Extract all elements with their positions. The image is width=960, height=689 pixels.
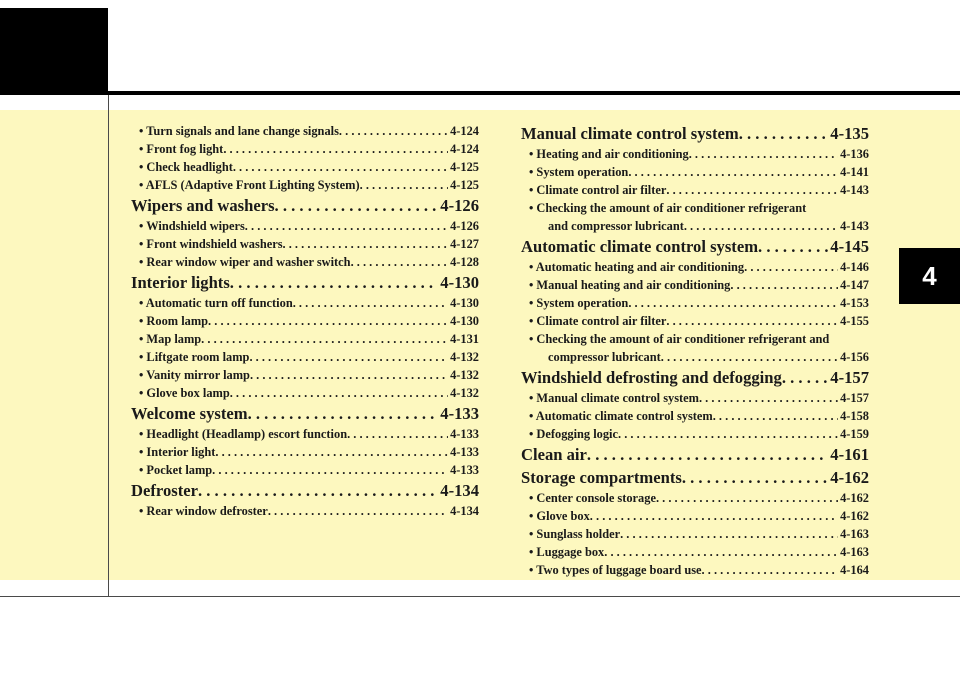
toc-entry-title: • Map lamp (139, 332, 202, 346)
dot-leader (198, 480, 438, 502)
toc-subsection-entry[interactable] (131, 140, 479, 158)
toc-page-number: 4-133 (450, 445, 479, 459)
toc-entry-title: • Defogging logic (529, 427, 618, 441)
toc-entry-title: • System operation (529, 296, 629, 310)
header-black-block (0, 8, 108, 94)
toc-page-number: 4-133 (440, 404, 479, 423)
toc-page-number: 4-133 (450, 463, 479, 477)
toc-page-number: 4-158 (840, 409, 869, 423)
toc-subsection-entry[interactable] (521, 276, 869, 294)
dot-leader (347, 425, 448, 443)
dot-leader (661, 348, 838, 366)
toc-entry-title: • Glove box lamp (139, 386, 230, 400)
toc-subsection-entry[interactable] (521, 181, 869, 199)
toc-page-number: 4-132 (450, 386, 479, 400)
toc-left-column (131, 122, 479, 520)
toc-entry-title: • Room lamp (139, 314, 209, 328)
toc-page-number: 4-157 (840, 391, 869, 405)
toc-subsection-entry[interactable] (521, 389, 869, 407)
toc-subsection-entry[interactable] (521, 561, 869, 579)
toc-entry-title: • Rear window defroster (139, 504, 268, 518)
header-rule (0, 91, 960, 95)
toc-page-number: 4-130 (440, 273, 479, 292)
toc-entry-title: • Windshield wipers (139, 219, 245, 233)
toc-entry-title: and compressor lubricant (548, 219, 684, 233)
toc-entry-title: • AFLS (Adaptive Front Lighting System) (139, 178, 360, 192)
dot-leader (758, 236, 828, 258)
dot-leader (684, 217, 838, 235)
toc-subsection-entry[interactable] (131, 158, 479, 176)
toc-page-number: 4-159 (840, 427, 869, 441)
dot-leader (268, 502, 448, 520)
toc-entry-title: • Check headlight (139, 160, 233, 174)
dot-leader (360, 176, 448, 194)
toc-entry-title: Automatic climate control system (521, 237, 759, 256)
toc-subsection-entry[interactable] (131, 294, 479, 312)
toc-subsection-entry[interactable] (131, 253, 479, 271)
dot-leader (245, 217, 448, 235)
toc-subsection-entry[interactable] (521, 489, 869, 507)
toc-subsection-entry[interactable] (521, 258, 869, 276)
toc-page-number: 4-155 (840, 314, 869, 328)
toc-page-number: 4-125 (450, 178, 479, 192)
dot-leader (618, 425, 838, 443)
dot-leader (248, 403, 439, 425)
toc-section-entry[interactable] (131, 195, 479, 217)
toc-entry-text: • Checking the amount of air conditioner refrigerant (529, 201, 807, 215)
toc-entry-title: • Automatic turn off function (139, 296, 293, 310)
dot-leader (208, 312, 448, 330)
toc-subsection-entry[interactable] (131, 461, 479, 479)
toc-subsection-entry[interactable] (521, 294, 869, 312)
toc-subsection-entry[interactable] (521, 145, 869, 163)
dot-leader (628, 294, 838, 312)
toc-page-number: 4-127 (450, 237, 479, 251)
toc-page-number: 4-156 (840, 350, 869, 364)
dot-leader (702, 561, 839, 579)
toc-section-entry[interactable] (521, 236, 869, 258)
toc-section-entry[interactable] (131, 403, 479, 425)
toc-subsection-entry[interactable] (131, 502, 479, 520)
toc-page-number: 4-161 (830, 445, 869, 464)
toc-subsection-entry[interactable] (521, 312, 869, 330)
toc-entry-title: Clean air (521, 445, 587, 464)
toc-page-number: 4-130 (450, 314, 479, 328)
toc-entry-title: • Manual climate control system (529, 391, 699, 405)
toc-entry-title: • Heating and air conditioning (529, 147, 689, 161)
toc-subsection-entry[interactable] (521, 507, 869, 525)
toc-page-number: 4-128 (450, 255, 479, 269)
dot-leader (250, 366, 448, 384)
dot-leader (739, 123, 829, 145)
toc-subsection-entry[interactable] (521, 163, 869, 181)
toc-page-number: 4-143 (840, 183, 869, 197)
toc-entry-title: Windshield defrosting and defogging (521, 368, 782, 387)
dot-leader (587, 444, 828, 466)
toc-page-number: 4-124 (450, 124, 479, 138)
toc-page-number: 4-135 (830, 124, 869, 143)
dot-leader (293, 294, 448, 312)
dot-leader (666, 312, 838, 330)
toc-page-number: 4-143 (840, 219, 869, 233)
dot-leader (656, 489, 838, 507)
toc-entry-title: compressor lubricant (548, 350, 661, 364)
toc-entry-title: Storage compartments (521, 468, 682, 487)
dot-leader (620, 525, 838, 543)
toc-page-number: 4-145 (830, 237, 869, 256)
toc-subsection-entry[interactable] (131, 235, 479, 253)
dot-leader (230, 272, 438, 294)
toc-subsection-entry[interactable] (131, 384, 479, 402)
toc-subsection-entry[interactable] (131, 366, 479, 384)
toc-page-number: 4-141 (840, 165, 869, 179)
toc-section-entry[interactable] (521, 123, 869, 145)
toc-page-number: 4-147 (840, 278, 869, 292)
dot-leader (730, 276, 838, 294)
toc-section-entry[interactable] (131, 480, 479, 502)
toc-page-number: 4-134 (440, 481, 479, 500)
toc-page-number: 4-134 (450, 504, 479, 518)
toc-entry-title: Defroster (131, 481, 198, 500)
toc-entry-title: • Rear window wiper and washer switch (139, 255, 351, 269)
toc-page-number: 4-131 (450, 332, 479, 346)
toc-entry-title: • Automatic heating and air conditioning (529, 260, 745, 274)
toc-entry-title: • Manual heating and air conditioning (529, 278, 731, 292)
toc-page-number: 4-162 (840, 491, 869, 505)
toc-entry-title: • Headlight (Headlamp) escort function (139, 427, 348, 441)
toc-entry-title: Interior lights (131, 273, 230, 292)
dot-leader (249, 348, 448, 366)
toc-entry-title: • Front fog light (139, 142, 224, 156)
toc-page-number: 4-163 (840, 527, 869, 541)
toc-entry-title: • Liftgate room lamp (139, 350, 250, 364)
toc-subsection-entry[interactable] (521, 348, 869, 366)
toc-page-number: 4-153 (840, 296, 869, 310)
dot-leader (275, 195, 439, 217)
dot-leader (689, 145, 838, 163)
dot-leader (339, 122, 448, 140)
toc-page-number: 4-125 (450, 160, 479, 174)
toc-subsection-entry[interactable] (131, 217, 479, 235)
toc-entry-title: Welcome system (131, 404, 248, 423)
toc-entry-text: • Checking the amount of air conditioner refrigerant and (529, 332, 830, 346)
toc-subsection-entry[interactable] (131, 176, 479, 194)
toc-page-number: 4-124 (450, 142, 479, 156)
toc-entry-title: Manual climate control system (521, 124, 739, 143)
toc-page-number: 4-157 (830, 368, 869, 387)
toc-entry-title: • Front windshield washers (139, 237, 283, 251)
toc-subsection-entry[interactable] (521, 407, 869, 425)
toc-entry-title: • Vanity mirror lamp (139, 368, 250, 382)
dot-leader (604, 543, 838, 561)
dot-leader (233, 158, 448, 176)
toc-section-entry[interactable] (521, 444, 869, 466)
toc-entry-title: • Pocket lamp (139, 463, 213, 477)
toc-page-number: 4-133 (450, 427, 479, 441)
dot-leader (230, 384, 448, 402)
dot-leader (215, 443, 448, 461)
toc-page-number: 4-126 (440, 196, 479, 215)
toc-entry-title: • Center console storage (529, 491, 656, 505)
dot-leader (682, 467, 828, 489)
toc-page-number: 4-162 (830, 468, 869, 487)
toc-subsection-entry[interactable] (131, 330, 479, 348)
toc-entry-title: • Climate control air filter (529, 314, 667, 328)
toc-entry-title: • Climate control air filter (529, 183, 667, 197)
left-margin-rule (108, 95, 109, 597)
toc-entry-title: • Glove box (529, 509, 590, 523)
toc-subsection-entry[interactable] (131, 348, 479, 366)
dot-leader (782, 367, 828, 389)
toc-page-number: 4-164 (840, 563, 869, 577)
toc-subsection-entry[interactable] (521, 543, 869, 561)
toc-entry-title: • System operation (529, 165, 629, 179)
dot-leader (628, 163, 838, 181)
dot-leader (699, 389, 838, 407)
toc-section-entry[interactable] (131, 272, 479, 294)
toc-subsection-entry[interactable] (131, 312, 479, 330)
toc-page-number: 4-126 (450, 219, 479, 233)
chapter-tab[interactable]: 4 (899, 248, 960, 304)
dot-leader (212, 461, 448, 479)
toc-section-entry[interactable] (521, 467, 869, 489)
toc-entry-title: • Turn signals and lane change signals (139, 124, 339, 138)
dot-leader (744, 258, 838, 276)
dot-leader (201, 330, 448, 348)
toc-subsection-entry[interactable] (131, 122, 479, 140)
toc-subsection-entry[interactable] (521, 525, 869, 543)
dot-leader (713, 407, 838, 425)
toc-entry-title: Wipers and washers (131, 196, 275, 215)
toc-page-number: 4-162 (840, 509, 869, 523)
toc-subsection-entry[interactable] (521, 425, 869, 443)
toc-page-number: 4-163 (840, 545, 869, 559)
toc-entry-title: • Interior light (139, 445, 216, 459)
dot-leader (666, 181, 838, 199)
dot-leader (590, 507, 838, 525)
toc-entry-title: • Two types of luggage board use (529, 563, 702, 577)
footer-rule (0, 596, 960, 597)
toc-page-number: 4-132 (450, 368, 479, 382)
toc-page-number: 4-136 (840, 147, 869, 161)
toc-entry-title: • Automatic climate control system (529, 409, 713, 423)
toc-section-entry[interactable] (521, 367, 869, 389)
toc-subsection-entry[interactable] (521, 217, 869, 235)
toc-subsection-entry[interactable] (131, 443, 479, 461)
toc-entry-title: • Luggage box (529, 545, 605, 559)
toc-page-number: 4-132 (450, 350, 479, 364)
dot-leader (223, 140, 448, 158)
dot-leader (283, 235, 449, 253)
toc-page-number: 4-146 (840, 260, 869, 274)
toc-subsection-entry[interactable] (131, 425, 479, 443)
toc-page-number: 4-130 (450, 296, 479, 310)
toc-right-column (521, 122, 869, 579)
dot-leader (351, 253, 449, 271)
toc-entry-title: • Sunglass holder (529, 527, 621, 541)
